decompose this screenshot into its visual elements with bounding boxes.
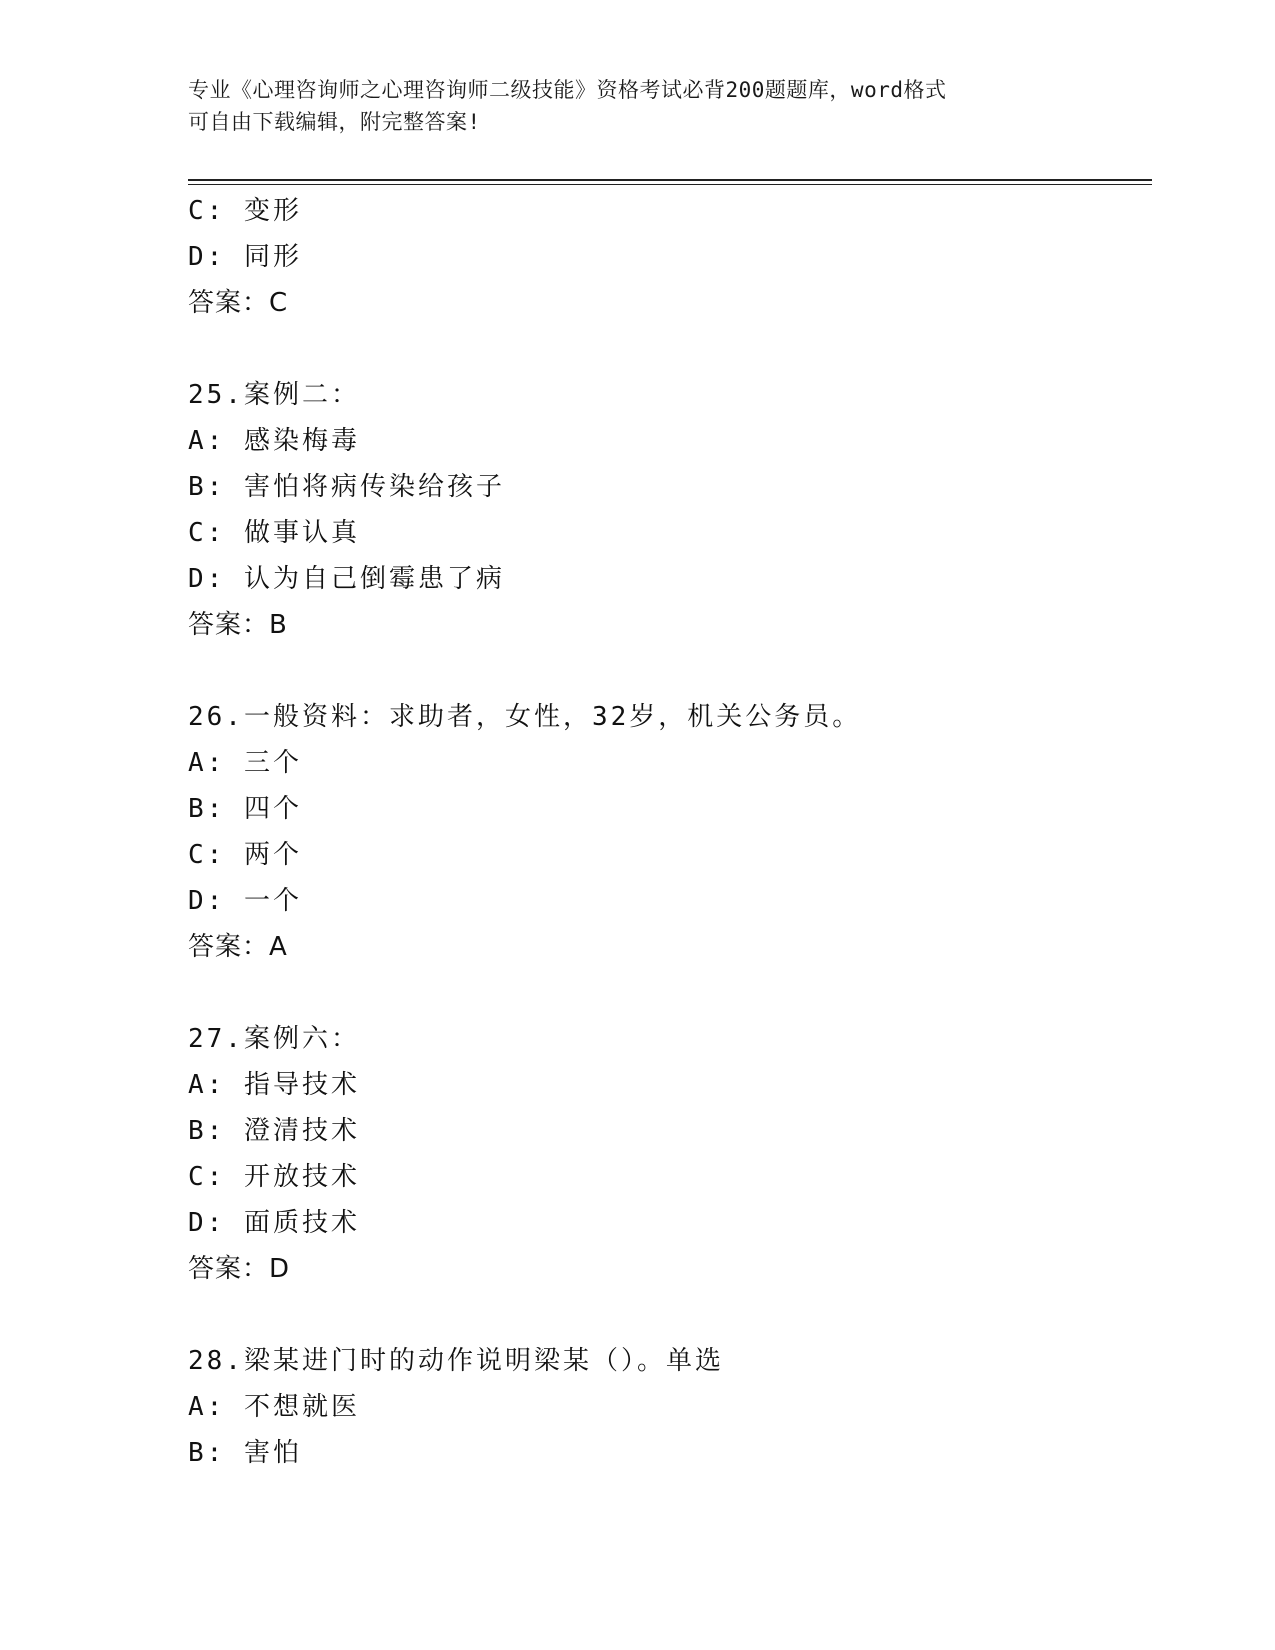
answer-line: 答案：B xyxy=(188,610,288,640)
header-rule-thick xyxy=(188,179,1152,181)
option-b: B: 害怕 xyxy=(188,1438,302,1468)
answer-line: 答案：C xyxy=(188,288,289,318)
option-a: A: 感染梅毒 xyxy=(188,426,360,456)
option-a: A: 指导技术 xyxy=(188,1070,360,1100)
question-28 xyxy=(188,1338,1148,1476)
answer-line: 答案：A xyxy=(188,932,288,962)
header-line-1: 专业《心理咨询师之心理咨询师二级技能》资格考试必背200题题库，word格式 xyxy=(188,78,947,102)
option-c: C: 变形 xyxy=(188,196,302,226)
header-rule-thin xyxy=(188,184,1152,185)
question-25 xyxy=(188,372,1148,648)
option-c: C: 做事认真 xyxy=(188,518,360,548)
question-text: 25.案例二： xyxy=(188,380,360,410)
option-d: D: 认为自己倒霉患了病 xyxy=(188,564,505,594)
option-d: D: 面质技术 xyxy=(188,1208,360,1238)
option-d: D: 同形 xyxy=(188,242,302,272)
question-text: 27.案例六： xyxy=(188,1024,360,1054)
header-line-2: 可自由下载编辑，附完整答案! xyxy=(188,110,481,134)
question-text: 26.一般资料：求助者，女性，32岁，机关公务员。 xyxy=(188,702,862,732)
document-header xyxy=(188,74,1088,138)
option-c: C: 开放技术 xyxy=(188,1162,360,1192)
question-26 xyxy=(188,694,1148,970)
option-b: B: 四个 xyxy=(188,794,302,824)
question-text: 28.梁某进门时的动作说明梁某（）。单选 xyxy=(188,1346,724,1376)
option-c: C: 两个 xyxy=(188,840,302,870)
answer-line: 答案：D xyxy=(188,1254,291,1284)
question-24-continued xyxy=(188,188,1148,326)
question-27 xyxy=(188,1016,1148,1292)
question-list xyxy=(188,188,1148,1476)
option-b: B: 害怕将病传染给孩子 xyxy=(188,472,505,502)
option-a: A: 三个 xyxy=(188,748,302,778)
option-d: D: 一个 xyxy=(188,886,302,916)
option-a: A: 不想就医 xyxy=(188,1392,360,1422)
option-b: B: 澄清技术 xyxy=(188,1116,360,1146)
